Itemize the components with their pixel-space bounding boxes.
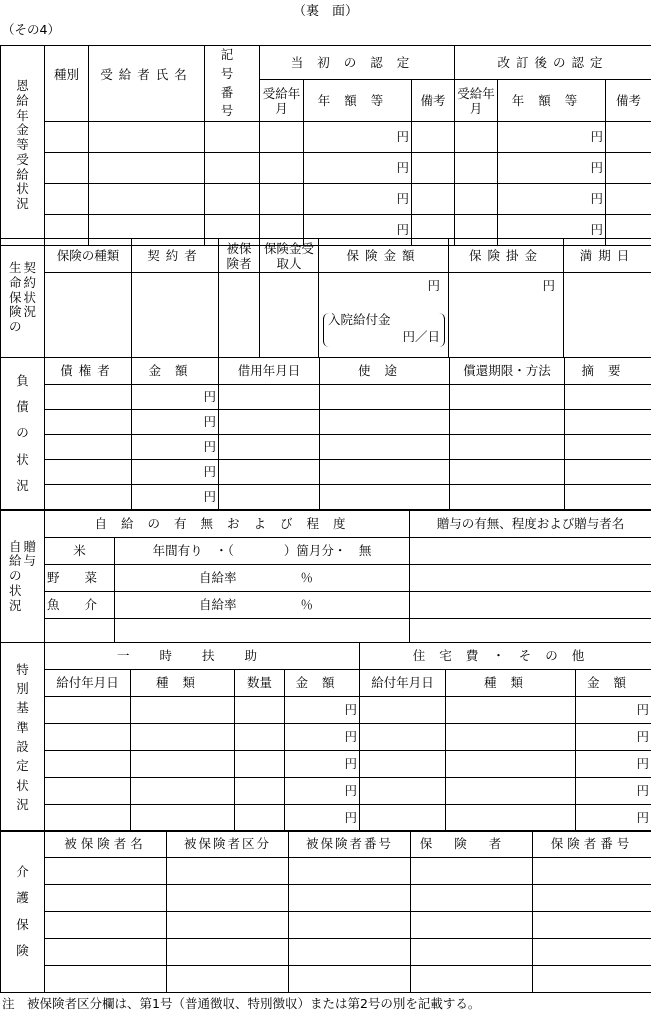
- care-section-label: 介護保険: [1, 831, 45, 993]
- table-row: [1, 858, 651, 885]
- pension-table: [0, 45, 651, 246]
- table-row: [1, 912, 651, 939]
- debt-section-label: 負債の状況: [1, 358, 45, 510]
- table-row: 円: [1, 385, 651, 410]
- insurance-amount-yen: 円: [427, 278, 440, 293]
- col-annual-amount-revised: 年額等: [498, 80, 606, 122]
- table-row: 円: [1, 435, 651, 460]
- rice-detail: 年間有り ・（ ）箇月分・ 無: [115, 538, 410, 565]
- col-note: 摘要: [565, 358, 651, 385]
- col-insured-class: 被保険者区分: [167, 831, 289, 858]
- fish-rate: 自給率 ％: [115, 592, 410, 619]
- table-row: [1, 966, 651, 993]
- special-section-label: 特別基準設定状況: [1, 643, 45, 832]
- table-row: 円 円: [1, 751, 651, 778]
- hospital-benefit-bracket: 入院給付金 円／日: [323, 313, 445, 347]
- self-supply-header: 自給の有無および程度: [45, 511, 410, 538]
- table-row: [1, 885, 651, 912]
- table-row: 円 円: [1, 215, 651, 246]
- rice-label: 米: [45, 538, 115, 565]
- table-row: 円 円: [1, 724, 651, 751]
- vegetables-label: 野 菜: [45, 565, 115, 592]
- footnote: 注 被保険者区分欄は、第1号（普通徴収、特別徴収）または第2号の別を記載する。: [2, 996, 481, 1011]
- table-row: 円: [1, 460, 651, 485]
- col-insurance-amount: 保険金額: [319, 239, 449, 273]
- vegetables-rate: 自給率 ％: [115, 565, 410, 592]
- table-row: 円 円: [1, 805, 651, 832]
- debt-table: [0, 357, 651, 510]
- table-row: 円 円: [1, 184, 651, 215]
- col-contractor: 契約者: [132, 239, 219, 273]
- col-amount: 金額: [285, 670, 360, 697]
- life-insurance-table: [0, 238, 651, 358]
- col-insurance-kind: 保険の種類: [45, 239, 132, 273]
- table-row: 円 円: [1, 778, 651, 805]
- premium-yen: 円: [449, 273, 564, 358]
- col-borrow-date: 借用年月日: [219, 358, 320, 385]
- table-row: 円 円: [1, 122, 651, 153]
- self-supply-table: [0, 510, 651, 643]
- col-insured-name: 被保険者名: [45, 831, 167, 858]
- col-amount-housing: 金額: [576, 670, 651, 697]
- col-debt-amount: 金額: [132, 358, 219, 385]
- page-side-label: （裏 面）: [292, 4, 358, 19]
- col-quantity: 数量: [235, 670, 285, 697]
- fish-label: 魚 介: [45, 592, 115, 619]
- table-row: [1, 939, 651, 966]
- group-initial-certification: 当初の認定: [260, 46, 455, 80]
- table-row: 円: [1, 485, 651, 510]
- col-code: 記号番号: [205, 46, 260, 122]
- col-repayment: 償還期限・方法: [450, 358, 565, 385]
- col-annual-amount: 年額等: [304, 80, 412, 122]
- col-kind-housing: 種類: [446, 670, 576, 697]
- col-benefit-date: 給付年月日: [45, 670, 131, 697]
- group-revised-certification: 改訂後の認定: [455, 46, 651, 80]
- col-remark-revised: 備考: [606, 80, 651, 122]
- special-standard-table: [0, 642, 651, 832]
- col-insured: 被保険者: [219, 239, 260, 273]
- table-row: 円 円: [1, 697, 651, 724]
- col-insurer-number: 保険者番号: [533, 831, 651, 858]
- group-temporary-aid: 一時扶助: [45, 643, 360, 670]
- col-maturity: 満期日: [564, 239, 651, 273]
- gift-header: 贈与の有無、程度および贈与者名: [410, 511, 651, 538]
- care-insurance-table: [0, 830, 651, 993]
- col-month-revised: 受給年月: [455, 80, 498, 122]
- col-month: 受給年月: [260, 80, 304, 122]
- table-row: 円: [1, 410, 651, 435]
- col-remark: 備考: [412, 80, 455, 122]
- group-housing-other: 住宅費・その他: [360, 643, 651, 670]
- col-premium: 保険掛金: [449, 239, 564, 273]
- pension-section-label: 恩給年金等受給状況: [1, 46, 45, 246]
- col-insured-number: 被保険者番号: [289, 831, 411, 858]
- col-type: 種別: [45, 46, 89, 122]
- life-insurance-section-label: 生命保険の 契約状況: [1, 239, 45, 358]
- col-insurer: 保険者: [411, 831, 533, 858]
- col-kind: 種類: [131, 670, 235, 697]
- col-beneficiary: 保険金受取人: [260, 239, 319, 273]
- col-recipient-name: 受給者氏名: [89, 46, 205, 122]
- col-benefit-date-housing: 給付年月日: [360, 670, 446, 697]
- col-creditor: 債権者: [45, 358, 132, 385]
- self-supply-section-label: 自給の状況 贈与: [1, 511, 45, 643]
- table-row: 円 円: [1, 153, 651, 184]
- col-use: 使途: [320, 358, 450, 385]
- part-label: （その4）: [2, 22, 60, 37]
